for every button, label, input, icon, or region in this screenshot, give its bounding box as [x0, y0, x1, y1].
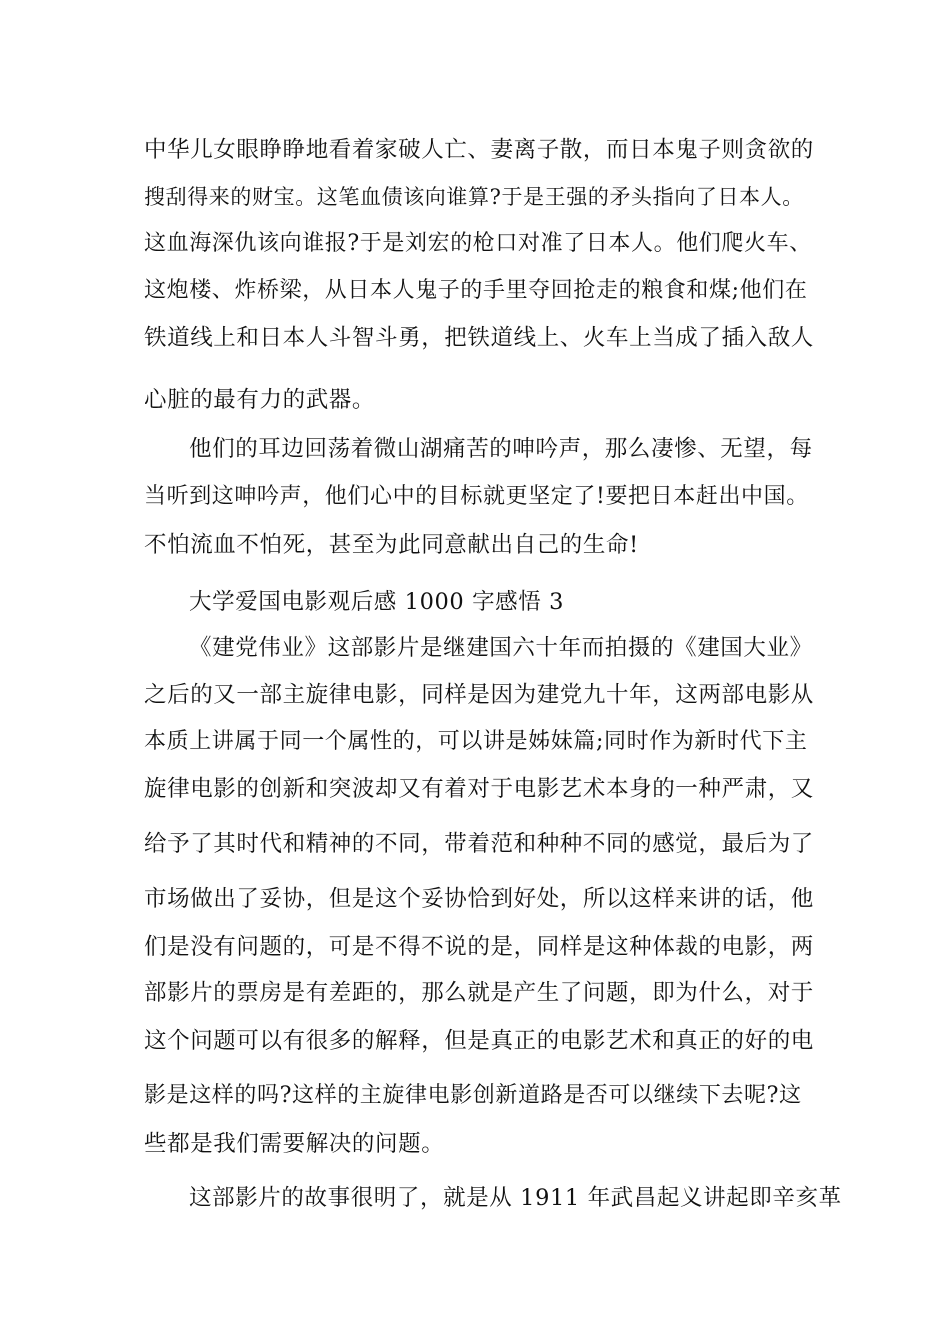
text-line: 中华儿女眼睁睁地看着家破人亡、妻离子散，而日本鬼子则贪欲的 [144, 137, 814, 163]
paragraph-start-line: 《建党伟业》这部影片是继建国六十年而拍摄的《建国大业》 [189, 635, 813, 661]
text-line: 影是这样的吗?这样的主旋律电影创新道路是否可以继续下去呢?这 [144, 1083, 802, 1108]
text-line: 心脏的最有力的武器。 [144, 387, 376, 413]
text-line: 不怕流血不怕死，甚至为此同意献出自己的生命! [144, 532, 639, 558]
text-line: 当听到这呻吟声，他们心中的目标就更坚定了!要把日本赶出中国。 [144, 484, 809, 509]
text-line: 给予了其时代和精神的不同，带着范和种种不同的感觉，最后为了 [144, 831, 814, 857]
paragraph-start-line: 他们的耳边回荡着微山湖痛苦的呻吟声，那么凄惨、无望，每 [189, 436, 813, 462]
text-line: 旋律电影的创新和突波却又有着对于电影艺术本身的一种严肃，又 [144, 776, 814, 802]
text-line: 市场做出了妥协，但是这个妥协恰到好处，所以这样来讲的话，他 [144, 886, 814, 912]
text-line: 们是没有问题的，可是不得不说的是，同样是这种体裁的电影，两 [144, 934, 814, 960]
text-line: 些都是我们需要解决的问题。 [144, 1131, 445, 1157]
text-line: 这炮楼、炸桥梁，从日本人鬼子的手里夺回抢走的粮食和煤;他们在 [144, 278, 808, 303]
section-heading: 大学爱国电影观后感 1000 字感悟 3 [189, 589, 565, 615]
text-line: 部影片的票房是有差距的，那么就是产生了问题，即为什么，对于 [144, 980, 814, 1006]
text-line: 铁道线上和日本人斗智斗勇，把铁道线上、火车上当成了插入敌人 [144, 325, 814, 351]
text-line: 这血海深仇该向谁报?于是刘宏的枪口对准了日本人。他们爬火车、 [144, 231, 812, 256]
text-line: 之后的又一部主旋律电影，同样是因为建党九十年，这两部电影从 [144, 682, 814, 708]
paragraph-start-line: 这部影片的故事很明了，就是从 1911 年武昌起义讲起即辛亥革 [189, 1185, 842, 1211]
text-line: 这个问题可以有很多的解释，但是真正的电影艺术和真正的好的电 [144, 1028, 814, 1054]
text-line: 搜刮得来的财宝。这笔血债该向谁算?于是王强的矛头指向了日本人。 [144, 185, 804, 209]
text-line: 本质上讲属于同一个属性的，可以讲是姊妹篇;同时作为新时代下主 [144, 729, 808, 754]
